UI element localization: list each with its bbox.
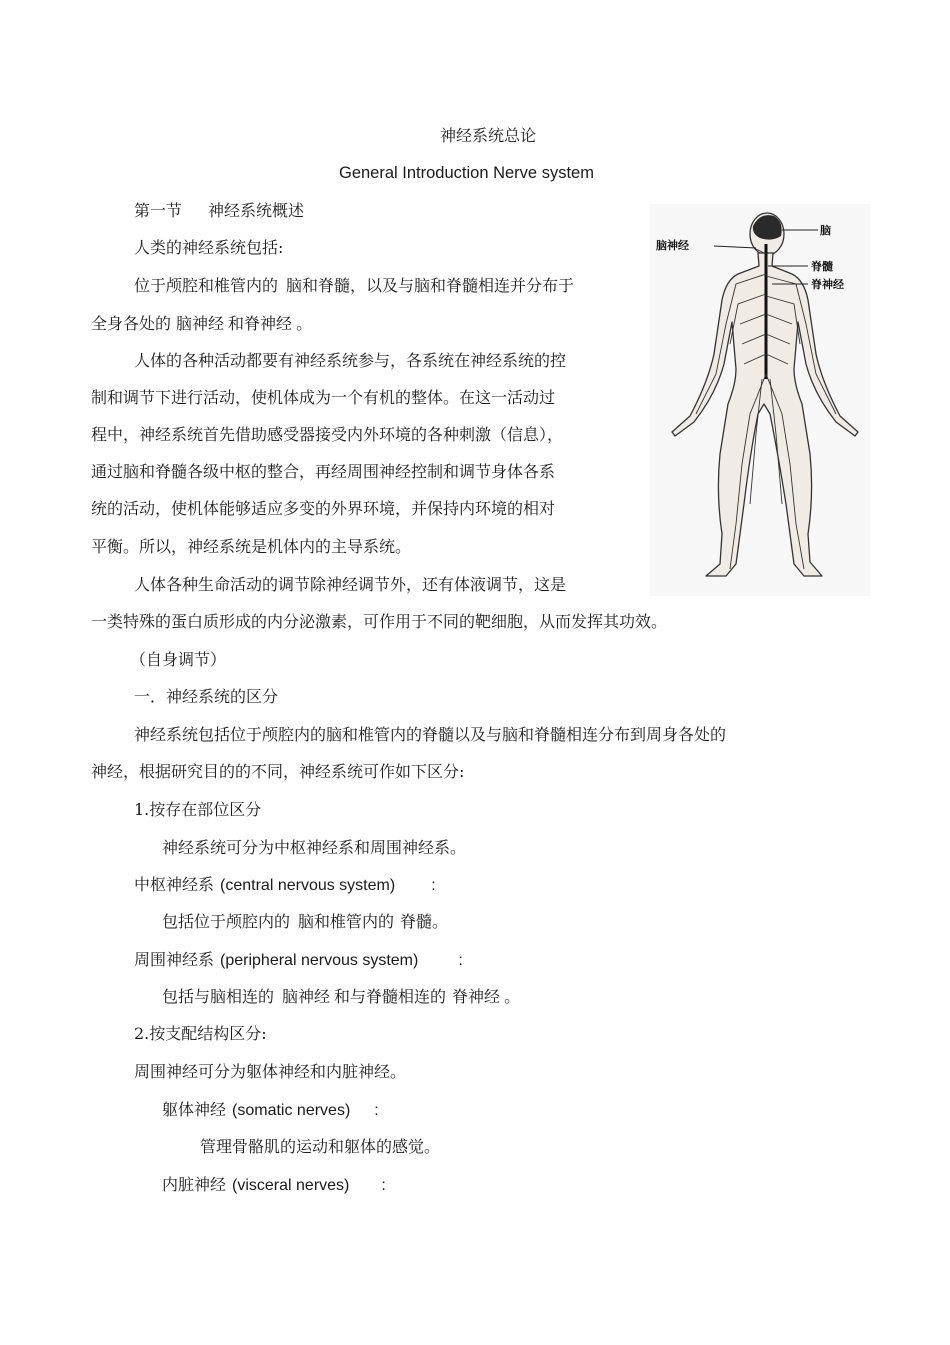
colon: : <box>431 877 436 894</box>
text-run: 和与脊髓相连的 <box>334 987 447 1006</box>
paragraph-line: 制和调节下进行活动，使机体成为一个有机的整体。在这一活动过 <box>91 388 556 407</box>
paragraph-line: 程中，神经系统首先借助感受器接受内外环境的各种刺激（信息）， <box>91 425 564 444</box>
text-run: 全身各处的 <box>91 314 172 333</box>
somatic-english: (somatic nerves) <box>232 1102 351 1119</box>
text-run: 脑和椎管内的 <box>298 912 395 931</box>
cns-definition <box>134 875 436 896</box>
label-spinal-nerves: 脊神经 <box>811 278 844 291</box>
text-run: ，以及与脑和脊髓相连并分布于 <box>350 276 575 295</box>
self-regulation-note: （自身调节） <box>130 650 227 669</box>
subheading-2-text: 周围神经可分为躯体神经和内脏神经。 <box>134 1062 407 1081</box>
text-run: 。 <box>504 987 521 1006</box>
page-title: 神经系统总论 <box>440 126 537 145</box>
text-run: 位于颅腔和椎管内的 <box>134 276 279 295</box>
colon: : <box>374 1102 379 1119</box>
label-cranial-nerves: 脑神经 <box>656 239 689 252</box>
term-cranial-nerves: 脑神经 <box>282 987 331 1006</box>
term-brain-cord: 脑和脊髓 <box>286 276 351 295</box>
paragraph-line: 神经，根据研究目的的不同，神经系统可作如下区分: <box>91 762 465 781</box>
section-heading <box>134 201 304 221</box>
somatic-label: 躯体神经 <box>162 1100 227 1119</box>
text-run: 。 <box>432 912 449 931</box>
term-spinal-cord: 脊髓 <box>400 912 433 931</box>
visceral-label: 内脏神经 <box>162 1175 227 1194</box>
text-run: 和 <box>228 314 245 333</box>
intro-line: 人类的神经系统包括: <box>134 238 284 257</box>
label-spinal-cord: 脊髓 <box>811 260 833 273</box>
paragraph-line: 神经系统包括位于颅腔内的脑和椎管内的脊髓以及与脑和脊髓相连分布到周身各处的 <box>134 725 727 744</box>
pns-description <box>162 987 520 1007</box>
somatic-description: 管理骨骼肌的运动和躯体的感觉。 <box>200 1137 441 1156</box>
term-spinal-nerves: 脊神经 <box>244 314 293 333</box>
definition-line-2 <box>91 314 312 334</box>
text-run: 。 <box>296 314 313 333</box>
term-spinal-nerves: 脊神经 <box>452 987 501 1006</box>
paragraph-line: 一类特殊的蛋白质形成的内分泌激素，可作用于不同的靶细胞，从而发挥其功效。 <box>91 612 668 631</box>
paragraph-line: 平衡。所以，神经系统是机体内的主导系统。 <box>91 537 412 556</box>
page-subtitle: General Introduction Nerve system <box>339 164 594 182</box>
visceral-definition <box>162 1175 386 1196</box>
cns-english: (central nervous system) <box>220 877 396 894</box>
cns-description <box>162 912 448 932</box>
pns-english: (peripheral nervous system) <box>220 952 419 969</box>
subheading-2: 2.按支配结构区分: <box>134 1024 267 1043</box>
heading-1: 一．神经系统的区分 <box>134 687 279 706</box>
text-run: 包括与脑相连的 <box>162 987 275 1006</box>
paragraph-line: 通过脑和脊髓各级中枢的整合，再经周围神经控制和调节身体各系 <box>91 462 556 481</box>
pns-definition <box>134 950 463 971</box>
colon: : <box>458 952 463 969</box>
section-name: 神经系统概述 <box>208 201 305 220</box>
text-run: 包括位于颅腔内的 <box>162 912 291 931</box>
paragraph-line: 人体的各种活动都要有神经系统参与，各系统在神经系统的控 <box>134 351 567 370</box>
paragraph-line: 统的活动，使机体能够适应多变的外界环境，并保持内环境的相对 <box>91 499 556 518</box>
visceral-english: (visceral nerves) <box>232 1177 350 1194</box>
definition-line-1 <box>134 276 574 296</box>
section-number: 第一节 <box>134 201 183 220</box>
nervous-system-figure <box>650 204 870 596</box>
colon: : <box>381 1177 386 1194</box>
cns-label: 中枢神经系 <box>134 875 215 894</box>
nervous-system-illustration <box>650 204 870 596</box>
pns-label: 周围神经系 <box>134 950 215 969</box>
subheading-1-text: 神经系统可分为中枢神经系和周围神经系。 <box>162 838 467 857</box>
paragraph-line: 人体各种生命活动的调节除神经调节外，还有体液调节，这是 <box>134 575 567 594</box>
term-cranial-nerves: 脑神经 <box>176 314 225 333</box>
label-brain: 脑 <box>820 224 831 237</box>
subheading-1: 1.按存在部位区分 <box>134 800 262 819</box>
somatic-definition <box>162 1100 379 1121</box>
